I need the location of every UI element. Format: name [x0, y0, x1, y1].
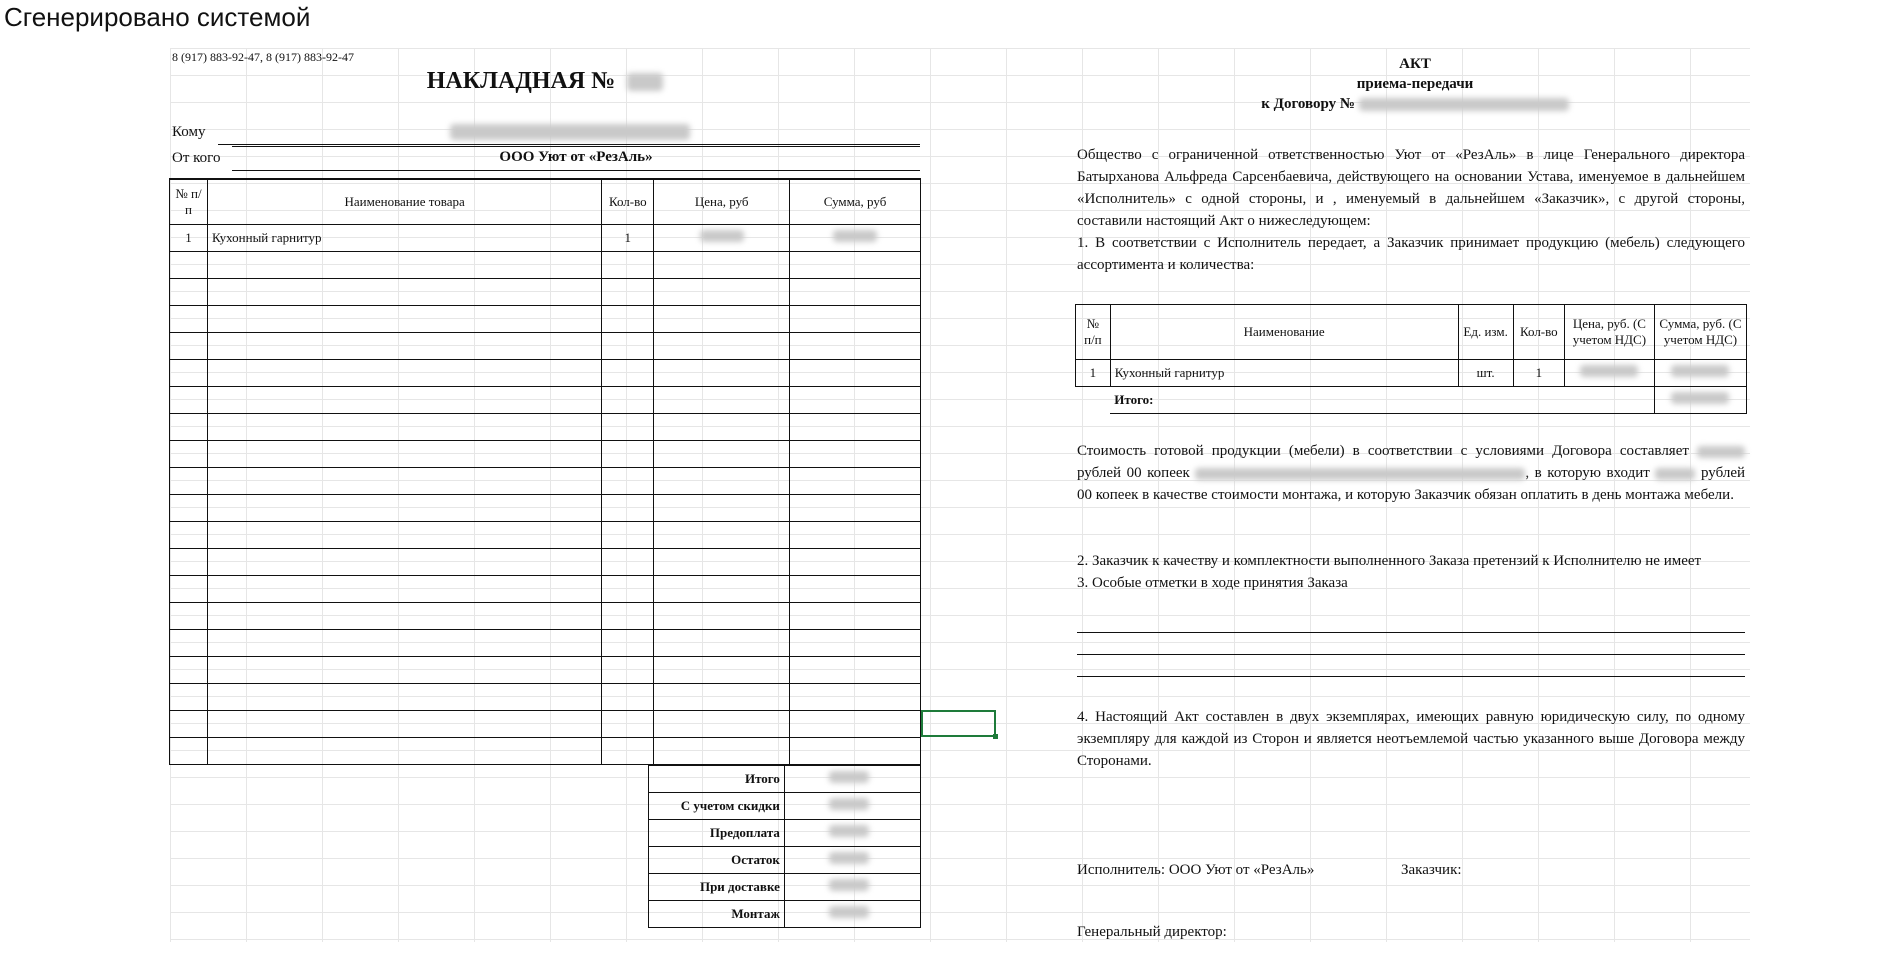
table-row[interactable] — [170, 495, 921, 522]
from-value: ООО Уют от «РезАль» — [499, 149, 653, 165]
invoice-number-redacted — [627, 73, 663, 91]
table-row[interactable] — [170, 252, 921, 279]
generated-by-system-label: Сгенерировано системой — [4, 2, 311, 32]
table-row[interactable] — [170, 333, 921, 360]
to-value-redacted — [450, 124, 690, 140]
balance-redacted — [829, 852, 869, 864]
prepayment-redacted — [829, 825, 869, 837]
cost-part-4: рублей 00 копеек в качестве стоимости монтажа, и которую Заказчик обязан оплатить в день монтажа мебели. — [1077, 465, 1746, 503]
table-row[interactable] — [170, 603, 921, 630]
act-col-price: Цена, руб. (С учетом НДС) — [1564, 305, 1654, 360]
act-heading — [1080, 54, 1750, 114]
act-table — [1075, 304, 1747, 414]
totals-row[interactable] — [649, 766, 921, 793]
act-row-qty: 1 — [1513, 360, 1564, 387]
table-row[interactable] — [170, 711, 921, 738]
price-redacted — [700, 230, 744, 242]
table-row[interactable] — [170, 306, 921, 333]
col-qty: Кол-во — [602, 179, 654, 225]
act-item-3: 3. Особые отметки в ходе принятия Заказа — [1077, 575, 1348, 591]
contract-prefix: к Договору № — [1261, 96, 1355, 112]
cost-words-redacted — [1195, 468, 1525, 480]
discount-label: С учетом скидки — [649, 793, 785, 820]
selected-cell[interactable] — [921, 710, 996, 737]
delivery-label: При доставке — [649, 874, 785, 901]
act-sum-redacted — [1671, 365, 1729, 377]
table-row[interactable] — [170, 549, 921, 576]
from-topline — [232, 146, 920, 147]
act-item-1: 1. В соответствии с Исполнитель передает, а Заказчик принимает продукцию (мебель) следующего ассортимента и количества: — [1077, 235, 1745, 273]
remarks-line — [1077, 654, 1745, 655]
act-col-num: № п/п — [1076, 305, 1111, 360]
cost-part-1: Стоимость готовой продукции (мебели) в соответствии с условиями Договора составляет — [1077, 443, 1689, 459]
table-row[interactable] — [170, 279, 921, 306]
prepayment-label: Предоплата — [649, 820, 785, 847]
contract-number-redacted — [1359, 98, 1569, 111]
director-signature: Генеральный директор: — [1077, 924, 1227, 940]
remarks-line — [1077, 632, 1745, 633]
row-num: 1 — [170, 225, 208, 252]
customer-signature: Заказчик: — [1401, 862, 1462, 878]
table-row[interactable] — [170, 414, 921, 441]
act-col-qty: Кол-во — [1513, 305, 1564, 360]
table-row[interactable] — [170, 630, 921, 657]
table-row[interactable] — [1076, 360, 1747, 387]
col-price: Цена, руб — [654, 179, 790, 225]
cost-total-redacted — [1697, 446, 1745, 458]
totals-row[interactable] — [649, 847, 921, 874]
act-contract-line — [1080, 94, 1750, 114]
totals-row[interactable] — [649, 874, 921, 901]
table-row[interactable] — [170, 576, 921, 603]
invoice-totals — [648, 765, 921, 928]
act-title: АКТ — [1399, 56, 1431, 72]
table-row[interactable] — [170, 225, 921, 252]
act-intro: Общество с ограниченной ответственностью Уют от «РезАль» в лице Генерального директора Батырханова Альфреда Сарсенбаевича, действующего на основании Устава, именуемое в дальнейшем «Исполнитель» с одной стороны, и , именуемый в дальнейшем «Заказчик», с другой стороны, составили настоящий Акт о нижеследующем: — [1077, 147, 1745, 229]
table-row[interactable] — [170, 360, 921, 387]
delivery-redacted — [829, 879, 869, 891]
row-price — [654, 225, 790, 252]
act-subtitle: приема-передачи — [1356, 76, 1474, 92]
table-row[interactable] — [170, 387, 921, 414]
to-underline — [218, 144, 920, 145]
installation-label: Монтаж — [649, 901, 785, 928]
to-label: Кому — [172, 124, 206, 140]
installation-redacted — [829, 906, 869, 918]
totals-row[interactable] — [649, 901, 921, 928]
balance-label: Остаток — [649, 847, 785, 874]
act-row-name: Кухонный гарнитур — [1110, 360, 1458, 387]
from-underline — [232, 170, 920, 171]
table-row[interactable] — [170, 522, 921, 549]
invoice-title — [170, 68, 920, 95]
invoice-table — [169, 178, 921, 765]
totals-row[interactable] — [649, 793, 921, 820]
col-num: № п/п — [170, 179, 208, 225]
act-col-unit: Ед. изм. — [1458, 305, 1513, 360]
remarks-line — [1077, 676, 1745, 677]
act-row-unit: шт. — [1458, 360, 1513, 387]
act-total-redacted — [1671, 392, 1729, 404]
act-row-num: 1 — [1076, 360, 1111, 387]
invoice-table-header — [170, 179, 921, 225]
executor-signature: Исполнитель: ООО Уют от «РезАль» — [1077, 862, 1315, 878]
col-sum: Сумма, руб — [790, 179, 921, 225]
act-item-4: 4. Настоящий Акт составлен в двух экземплярах, имеющих равную юридическую силу, по одному экземпляру для каждой из Сторон и является неотъемлемой частью указанного выше Договора между Сторонами. — [1077, 709, 1745, 769]
table-row[interactable] — [170, 684, 921, 711]
act-item-2: 2. Заказчик к качеству и комплектности выполненного Заказа претензий к Исполнителю не имеет — [1077, 553, 1702, 569]
from-label: От кого — [172, 150, 221, 166]
col-name: Наименование товара — [207, 179, 601, 225]
discount-redacted — [829, 798, 869, 810]
table-row[interactable] — [170, 738, 921, 765]
row-name: Кухонный гарнитур — [207, 225, 601, 252]
act-col-name: Наименование — [1110, 305, 1458, 360]
table-row[interactable] — [170, 441, 921, 468]
act-col-sum: Сумма, руб. (С учетом НДС) — [1654, 305, 1746, 360]
total-redacted — [829, 771, 869, 783]
row-sum — [790, 225, 921, 252]
sum-redacted — [833, 230, 877, 242]
act-table-header — [1076, 305, 1747, 360]
row-qty: 1 — [602, 225, 654, 252]
install-cost-redacted — [1655, 468, 1695, 480]
total-label: Итого — [649, 766, 785, 793]
act-price-redacted — [1580, 365, 1638, 377]
cost-part-3: , в которую входит — [1525, 465, 1650, 481]
cost-part-2: рублей 00 копеек — [1077, 465, 1190, 481]
invoice-title-text: НАКЛАДНАЯ № — [426, 68, 616, 94]
table-row[interactable] — [170, 657, 921, 684]
phones: 8 (917) 883-92-47, 8 (917) 883-92-47 — [172, 50, 354, 64]
act-total-row[interactable] — [1076, 387, 1747, 414]
table-row[interactable] — [170, 468, 921, 495]
act-cost — [1077, 440, 1745, 506]
totals-row[interactable] — [649, 820, 921, 847]
act-total-label: Итого: — [1110, 387, 1654, 414]
